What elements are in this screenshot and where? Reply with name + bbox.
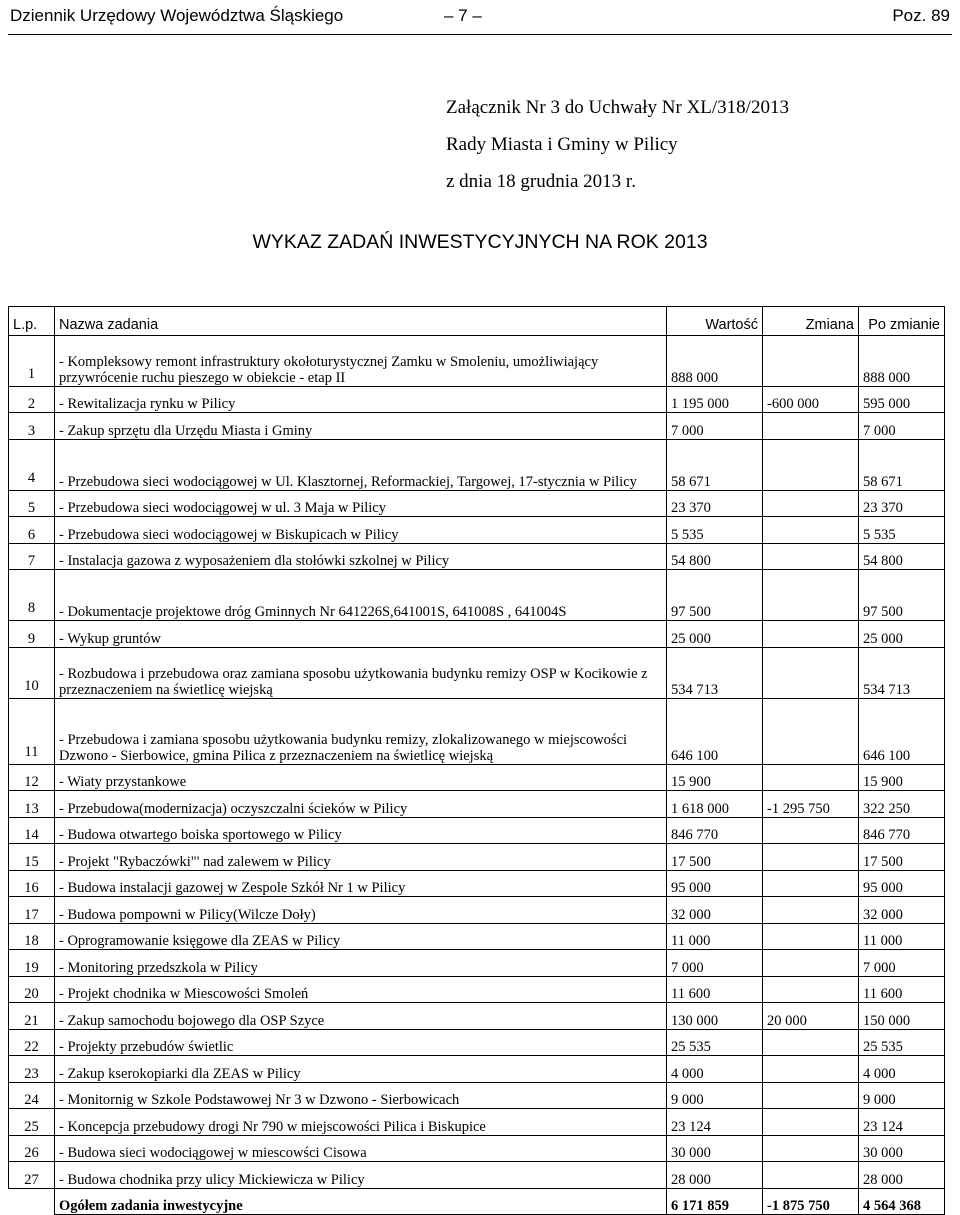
table-row: [9, 950, 945, 977]
table-row: [9, 791, 945, 818]
task-after-change: 25 000: [859, 621, 945, 648]
task-change: [763, 764, 859, 791]
task-after-change: 17 500: [859, 844, 945, 871]
task-after-change: 322 250: [859, 791, 945, 818]
task-change: [763, 570, 859, 621]
task-change: [763, 647, 859, 698]
task-name: - Koncepcja przebudowy drogi Nr 790 w miejscowości Pilica i Biskupice: [55, 1109, 667, 1136]
task-change: [763, 897, 859, 924]
task-after-change: 95 000: [859, 870, 945, 897]
document-title: WYKAZ ZADAŃ INWESTYCYJNYCH NA ROK 2013: [252, 231, 708, 253]
task-after-change: 23 370: [859, 490, 945, 517]
table-row: [9, 1109, 945, 1136]
annex-line-3: z dnia 18 grudnia 2013 r.: [446, 171, 636, 192]
task-name: - Projekt chodnika w Miescowości Smoleń: [55, 976, 667, 1003]
task-after-change: 888 000: [859, 335, 945, 386]
table-row: [9, 1135, 945, 1162]
column-header-after: Po zmianie: [859, 307, 945, 336]
column-header-lp: L.p.: [9, 307, 55, 336]
task-value: 23 124: [667, 1109, 763, 1136]
row-number: 25: [9, 1109, 55, 1136]
task-name: - Budowa chodnika przy ulicy Mickiewicza w Pilicy: [55, 1162, 667, 1189]
page-header: [8, 0, 952, 35]
table-row: [9, 870, 945, 897]
table-row: [9, 621, 945, 648]
task-change: 20 000: [763, 1003, 859, 1030]
annex-line-1: Załącznik Nr 3 do Uchwały Nr XL/318/2013: [446, 97, 789, 118]
task-after-change: 28 000: [859, 1162, 945, 1189]
task-change: [763, 1135, 859, 1162]
row-number: 26: [9, 1135, 55, 1162]
table-row: [9, 817, 945, 844]
task-change: [763, 490, 859, 517]
task-change: [763, 976, 859, 1003]
position-number: Poz. 89: [892, 6, 950, 25]
task-change: [763, 335, 859, 386]
task-value: 11 000: [667, 923, 763, 950]
task-after-change: 58 671: [859, 439, 945, 490]
row-number: 10: [9, 647, 55, 698]
table-row: [9, 698, 945, 764]
task-value: 7 000: [667, 950, 763, 977]
journal-name: Dziennik Urzędowy Województwa Śląskiego: [10, 6, 344, 25]
table-row: [9, 517, 945, 544]
task-name: - Instalacja gazowa z wyposażeniem dla stołówki szkolnej w Pilicy: [55, 543, 667, 570]
task-change: [763, 439, 859, 490]
task-after-change: 9 000: [859, 1082, 945, 1109]
row-number: 7: [9, 543, 55, 570]
task-after-change: 97 500: [859, 570, 945, 621]
task-name: - Przebudowa sieci wodociągowej w Biskupicach w Pilicy: [55, 517, 667, 544]
task-value: 32 000: [667, 897, 763, 924]
table-row: [9, 335, 945, 386]
row-number: 14: [9, 817, 55, 844]
task-change: -600 000: [763, 386, 859, 413]
task-change: [763, 413, 859, 440]
task-value: 5 535: [667, 517, 763, 544]
task-name: - Budowa instalacji gazowej w Zespole Szkół Nr 1 w Pilicy: [55, 870, 667, 897]
row-number: 4: [9, 439, 55, 490]
task-name: - Zakup samochodu bojowego dla OSP Szyce: [55, 1003, 667, 1030]
task-after-change: 54 800: [859, 543, 945, 570]
table-row: [9, 570, 945, 621]
task-value: 11 600: [667, 976, 763, 1003]
task-value: 4 000: [667, 1056, 763, 1083]
row-number: 20: [9, 976, 55, 1003]
task-name: - Dokumentacje projektowe dróg Gminnych Nr 641226S,641001S, 641008S , 641004S: [55, 570, 667, 621]
task-after-change: 534 713: [859, 647, 945, 698]
row-number: 21: [9, 1003, 55, 1030]
row-number: 17: [9, 897, 55, 924]
task-after-change: 4 000: [859, 1056, 945, 1083]
task-after-change: 150 000: [859, 1003, 945, 1030]
table-row: [9, 764, 945, 791]
table-row: [9, 844, 945, 871]
task-value: 7 000: [667, 413, 763, 440]
task-value: 15 900: [667, 764, 763, 791]
table-row: [9, 897, 945, 924]
row-number: 9: [9, 621, 55, 648]
task-change: [763, 950, 859, 977]
task-name: - Monitornig w Szkole Podstawowej Nr 3 w Dzwono - Sierbowicach: [55, 1082, 667, 1109]
row-number: 2: [9, 386, 55, 413]
task-change: [763, 1082, 859, 1109]
task-change: [763, 517, 859, 544]
task-change: [763, 817, 859, 844]
total-label: Ogółem zadania inwestycyjne: [55, 1188, 667, 1215]
task-value: 1 618 000: [667, 791, 763, 818]
table-header-row: [9, 307, 945, 336]
task-name: - Przebudowa(modernizacja) oczyszczalni ścieków w Pilicy: [55, 791, 667, 818]
task-change: [763, 923, 859, 950]
task-value: 130 000: [667, 1003, 763, 1030]
task-after-change: 11 600: [859, 976, 945, 1003]
table-row: [9, 1082, 945, 1109]
task-after-change: 846 770: [859, 817, 945, 844]
task-value: 846 770: [667, 817, 763, 844]
row-number: 24: [9, 1082, 55, 1109]
table-row: [9, 1003, 945, 1030]
task-value: 95 000: [667, 870, 763, 897]
task-value: 9 000: [667, 1082, 763, 1109]
task-after-change: 25 535: [859, 1029, 945, 1056]
table-row: [9, 386, 945, 413]
row-number: 6: [9, 517, 55, 544]
task-value: 25 000: [667, 621, 763, 648]
task-value: 17 500: [667, 844, 763, 871]
task-name: - Przebudowa i zamiana sposobu użytkowania budynku remizy, zlokalizowanego w miejscowości Dzwono - Sierbowice, gmina Pilica z przeznaczeniem na świetlicę wiejską: [55, 698, 667, 764]
table-row: [9, 413, 945, 440]
page-number: – 7 –: [444, 6, 482, 25]
task-change: [763, 1056, 859, 1083]
task-change: [763, 543, 859, 570]
task-name: - Rewitalizacja rynku w Pilicy: [55, 386, 667, 413]
task-value: 97 500: [667, 570, 763, 621]
row-number: 3: [9, 413, 55, 440]
row-number: 11: [9, 698, 55, 764]
task-name: - Projekt "Rybaczówki"' nad zalewem w Pilicy: [55, 844, 667, 871]
task-change: [763, 1029, 859, 1056]
task-name: - Kompleksowy remont infrastruktury okołoturystycznej Zamku w Smoleniu, umożliwiający przywrócenie ruchu pieszego w obiekcie - etap II: [55, 335, 667, 386]
task-change: [763, 621, 859, 648]
task-name: - Monitoring przedszkola w Pilicy: [55, 950, 667, 977]
table-row: [9, 543, 945, 570]
task-value: 23 370: [667, 490, 763, 517]
task-name: - Budowa pompowni w Pilicy(Wilcze Doły): [55, 897, 667, 924]
task-after-change: 15 900: [859, 764, 945, 791]
task-change: [763, 844, 859, 871]
task-name: - Wykup gruntów: [55, 621, 667, 648]
investment-tasks-table: [8, 306, 945, 1215]
annex-line-2: Rady Miasta i Gminy w Pilicy: [446, 134, 678, 155]
task-after-change: 5 535: [859, 517, 945, 544]
task-value: 534 713: [667, 647, 763, 698]
column-header-name: Nazwa zadania: [55, 307, 667, 336]
task-change: [763, 698, 859, 764]
task-value: 28 000: [667, 1162, 763, 1189]
row-number: 13: [9, 791, 55, 818]
row-number: 12: [9, 764, 55, 791]
table-row: [9, 1162, 945, 1189]
table-row: [9, 1056, 945, 1083]
row-number: 23: [9, 1056, 55, 1083]
task-after-change: 595 000: [859, 386, 945, 413]
row-number: 15: [9, 844, 55, 871]
column-header-value: Wartość: [667, 307, 763, 336]
total-after: 4 564 368: [859, 1188, 945, 1215]
task-name: - Projekty przebudów świetlic: [55, 1029, 667, 1056]
task-after-change: 11 000: [859, 923, 945, 950]
total-change: -1 875 750: [763, 1188, 859, 1215]
row-number: 5: [9, 490, 55, 517]
row-number: 27: [9, 1162, 55, 1189]
table-row: [9, 1029, 945, 1056]
table-row: [9, 923, 945, 950]
row-number: 18: [9, 923, 55, 950]
task-name: - Przebudowa sieci wodociągowej w Ul. Klasztornej, Reformackiej, Targowej, 17-stycznia w Pilicy: [55, 439, 667, 490]
task-after-change: 23 124: [859, 1109, 945, 1136]
task-name: - Budowa otwartego boiska sportowego w Pilicy: [55, 817, 667, 844]
task-after-change: 30 000: [859, 1135, 945, 1162]
task-value: 1 195 000: [667, 386, 763, 413]
task-value: 646 100: [667, 698, 763, 764]
task-value: 888 000: [667, 335, 763, 386]
row-number: 22: [9, 1029, 55, 1056]
task-name: - Budowa sieci wodociągowej w miescowści Cisowa: [55, 1135, 667, 1162]
task-value: 58 671: [667, 439, 763, 490]
task-after-change: 646 100: [859, 698, 945, 764]
task-after-change: 7 000: [859, 413, 945, 440]
column-header-change: Zmiana: [763, 307, 859, 336]
row-number: 19: [9, 950, 55, 977]
task-change: [763, 1162, 859, 1189]
task-change: [763, 1109, 859, 1136]
task-name: - Zakup sprzętu dla Urzędu Miasta i Gminy: [55, 413, 667, 440]
row-number: 1: [9, 335, 55, 386]
task-after-change: 7 000: [859, 950, 945, 977]
task-name: - Zakup kserokopiarki dla ZEAS w Pilicy: [55, 1056, 667, 1083]
total-value: 6 171 859: [667, 1188, 763, 1215]
task-name: - Przebudowa sieci wodociągowej w ul. 3 Maja w Pilicy: [55, 490, 667, 517]
table-row: [9, 439, 945, 490]
task-name: - Oprogramowanie księgowe dla ZEAS w Pilicy: [55, 923, 667, 950]
task-value: 30 000: [667, 1135, 763, 1162]
table-row: [9, 976, 945, 1003]
task-name: - Wiaty przystankowe: [55, 764, 667, 791]
task-name: - Rozbudowa i przebudowa oraz zamiana sposobu użytkowania budynku remizy OSP w Kocikowie z przeznaczeniem na świetlicę wiejską: [55, 647, 667, 698]
table-row: [9, 647, 945, 698]
row-number: 16: [9, 870, 55, 897]
task-value: 25 535: [667, 1029, 763, 1056]
task-change: -1 295 750: [763, 791, 859, 818]
task-value: 54 800: [667, 543, 763, 570]
table-row: [9, 490, 945, 517]
task-after-change: 32 000: [859, 897, 945, 924]
row-number: 8: [9, 570, 55, 621]
task-change: [763, 870, 859, 897]
